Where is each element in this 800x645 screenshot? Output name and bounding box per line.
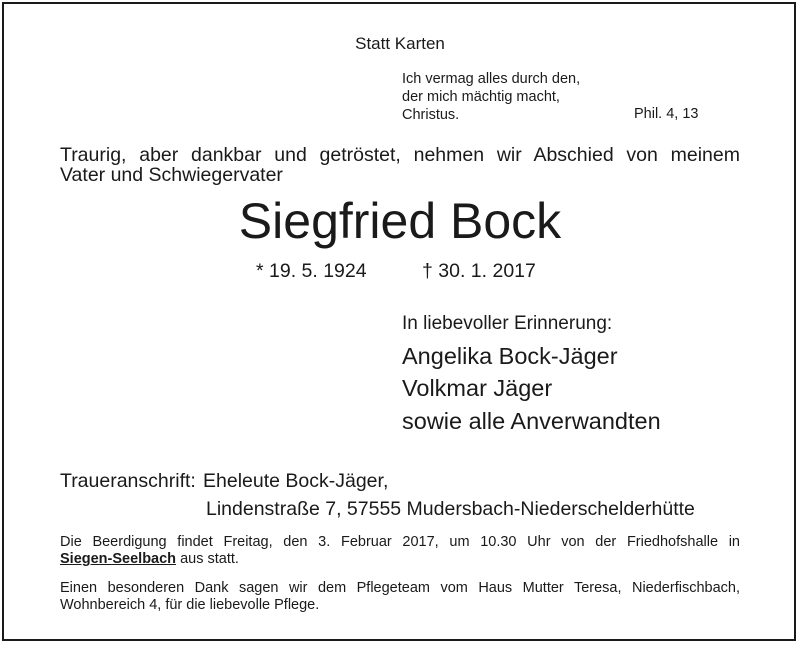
funeral-location: Siegen-Seelbach (60, 551, 177, 567)
address-line: Eheleute Bock-Jäger, (203, 470, 389, 492)
address-line: Lindenstraße 7, 57555 Mudersbach-Niederschelderhütte (206, 498, 695, 520)
notice-header: Statt Karten (355, 34, 445, 53)
mourner-name: sowie alle Anverwandten (402, 408, 661, 434)
funeral-info-rest: aus statt. (176, 551, 239, 567)
funeral-info-line: Die Beerdigung findet Freitag, den 3. Februar 2017, um 10.30 Uhr von der Friedhofshalle in (60, 534, 740, 550)
mourner-name: Volkmar Jäger (402, 375, 553, 401)
intro-text-line: Vater und Schwiegervater (60, 164, 283, 186)
thanks-line: Einen besonderen Dank sagen wir dem Pflegeteam vom Haus Mutter Teresa, Niederfischbach, (60, 580, 740, 596)
memory-heading: In liebevoller Erinnerung: (402, 313, 613, 334)
intro-text-line: Traurig, aber dankbar und getröstet, nehmen wir Abschied von meinem (60, 144, 740, 166)
thanks-line: Wohnbereich 4, für die liebevolle Pflege. (60, 597, 320, 613)
death-date: † 30. 1. 2017 (422, 260, 536, 282)
funeral-info-line (60, 551, 740, 567)
mourner-name: Angelika Bock-Jäger (402, 343, 618, 369)
deceased-name: Siegfried Bock (238, 193, 562, 249)
birth-date: * 19. 5. 1924 (256, 260, 367, 282)
bible-verse-line: Christus. (402, 107, 460, 123)
bible-verse-reference: Phil. 4, 13 (634, 106, 699, 122)
address-label: Traueranschrift: (60, 470, 196, 492)
bible-verse-line: Ich vermag alles durch den, (402, 71, 581, 87)
bible-verse-line: der mich mächtig macht, (402, 89, 560, 105)
